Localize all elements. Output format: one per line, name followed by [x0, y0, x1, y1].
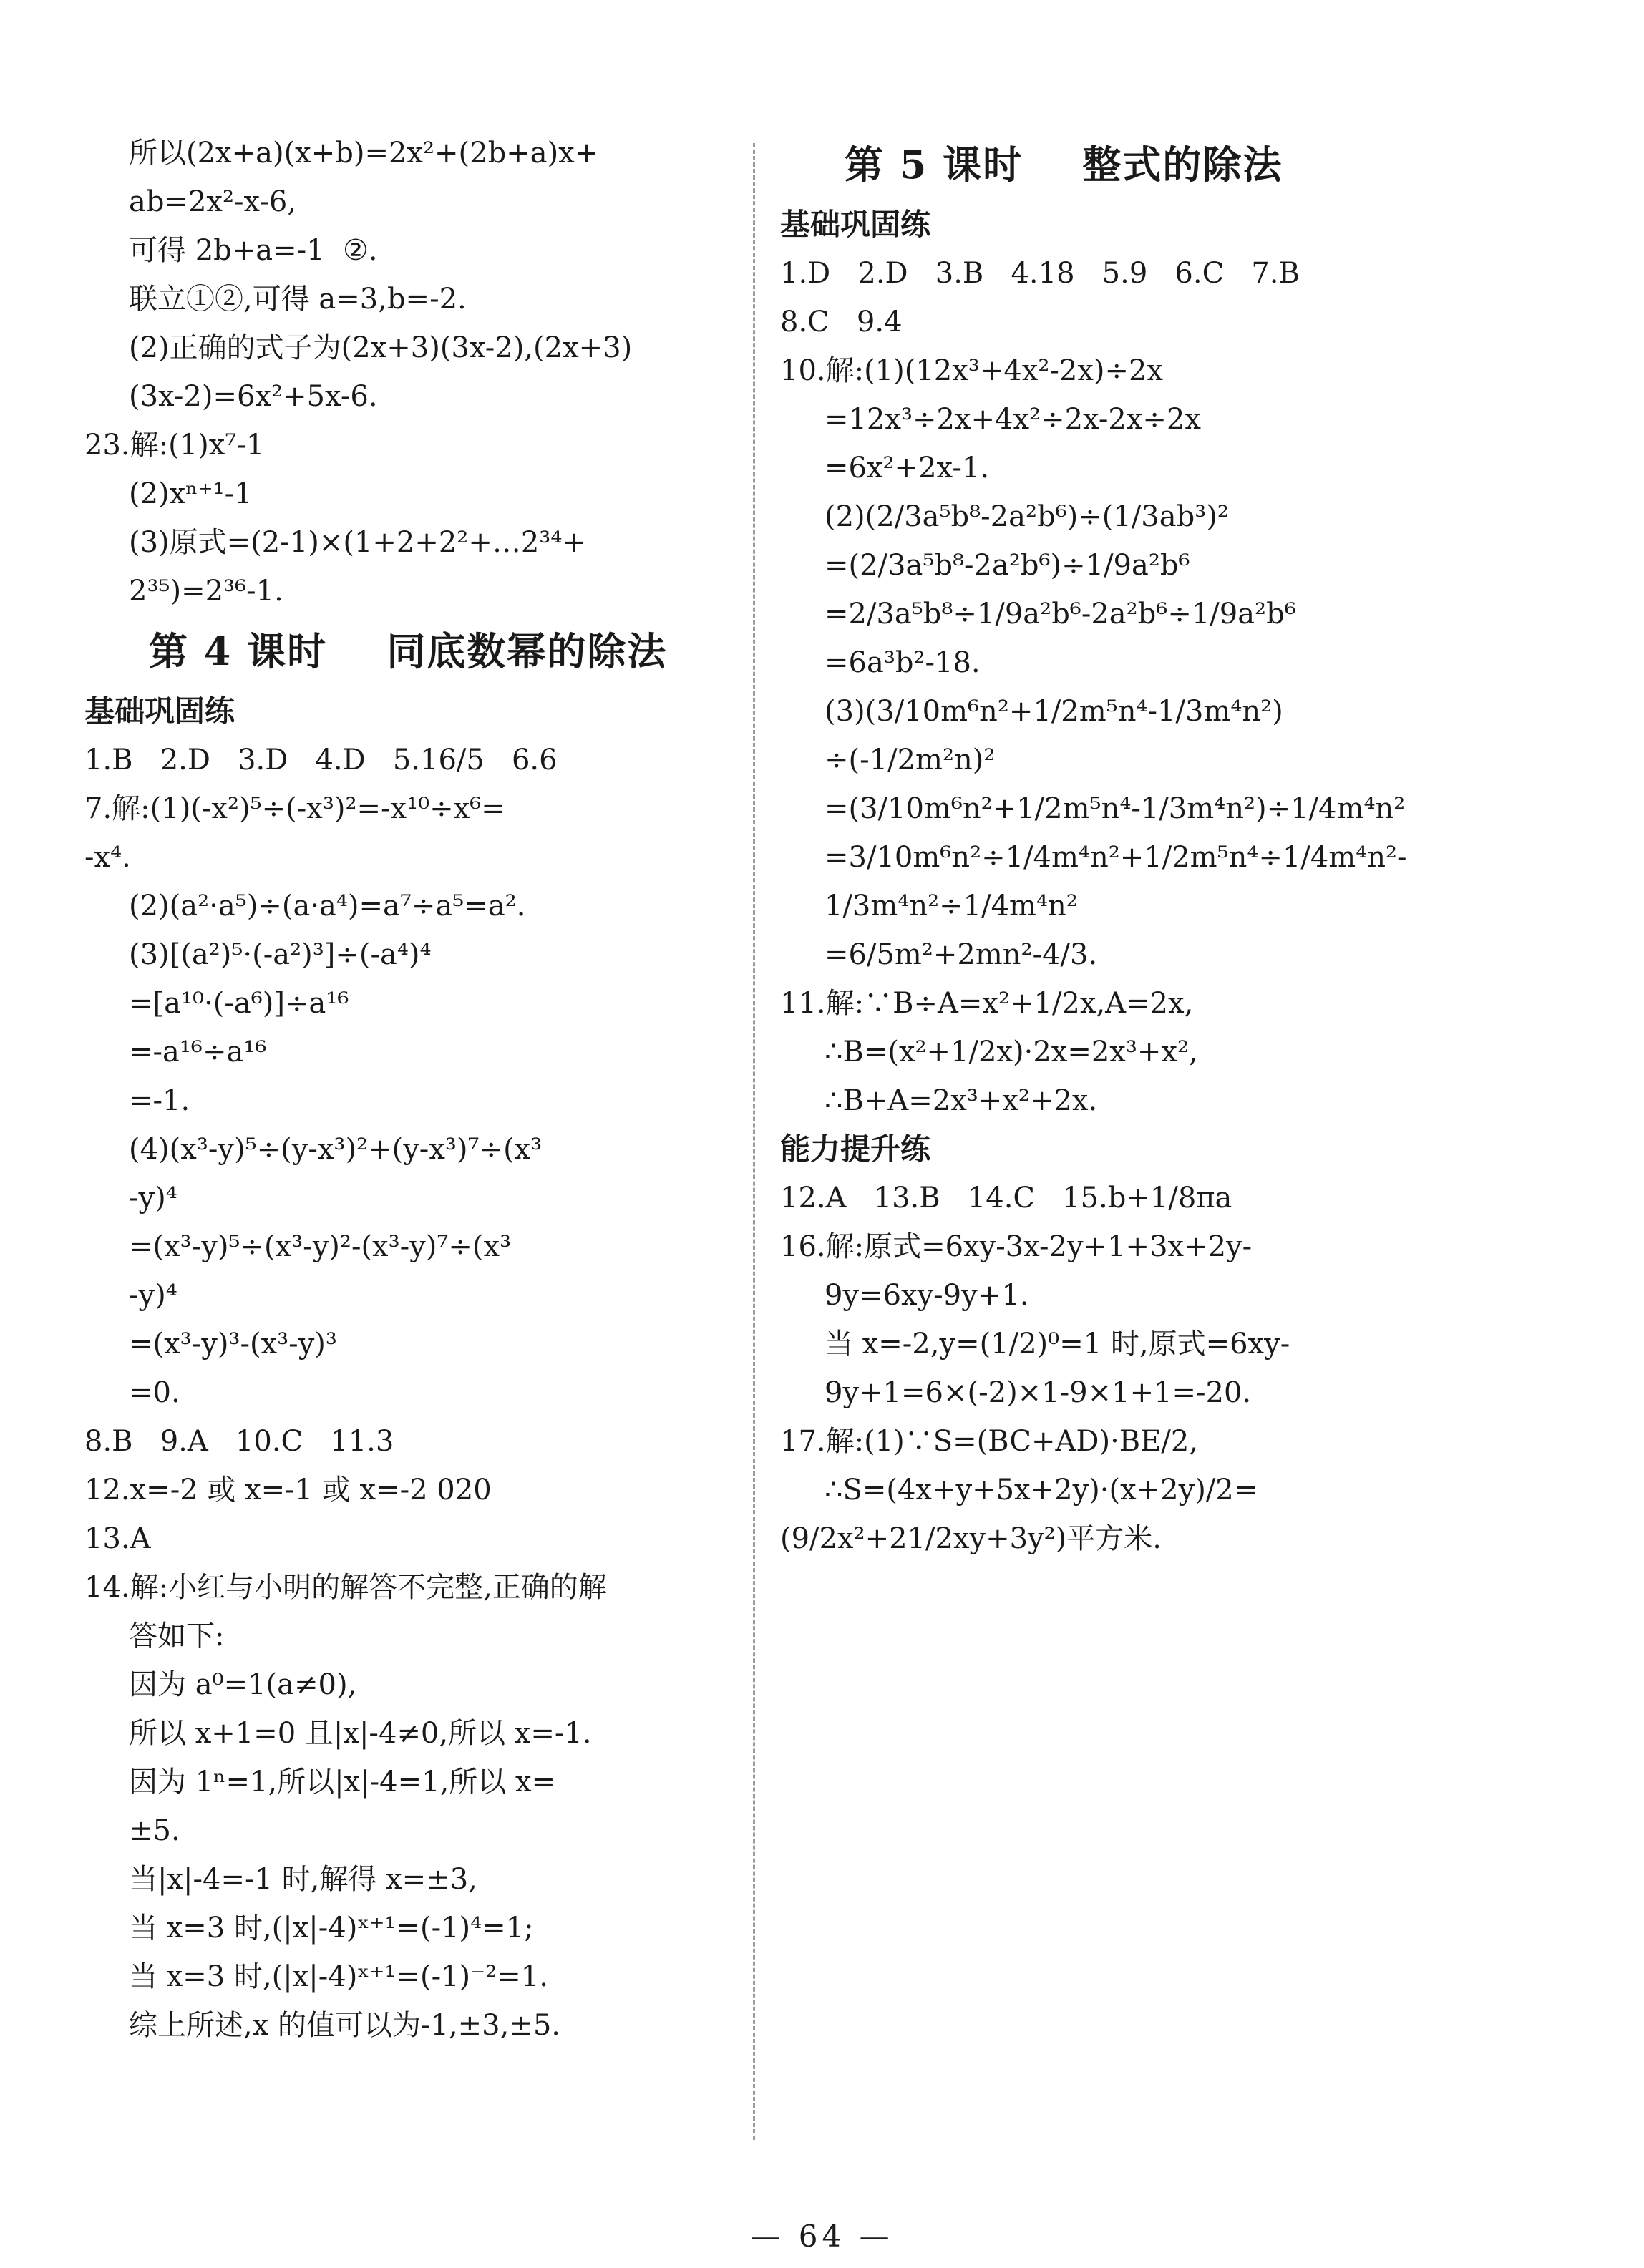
right-column [780, 129, 1424, 1563]
text-line: =6x²+2x-1. [825, 452, 990, 485]
text-line: 所以(2x+a)(x+b)=2x²+(2b+a)x+ [129, 137, 599, 170]
text-line: 1.B 2.D 3.D 4.D 5.16/5 6.6 [84, 744, 558, 777]
text-line: ∴S=(4x+y+5x+2y)·(x+2y)/2= [825, 1474, 1258, 1507]
text-line: =3/10m⁶n²÷1/4m⁴n²+1/2m⁵n⁴÷1/4m⁴n²- [825, 841, 1407, 874]
text-line: 当 x=-2,y=(1/2)⁰=1 时,原式=6xy- [825, 1328, 1290, 1361]
text-line: (3)(3/10m⁶n²+1/2m⁵n⁴-1/3m⁴n²) [825, 695, 1283, 728]
section-heading: 第 4 课时 同底数幂的除法 [149, 628, 668, 674]
text-line: (3x-2)=6x²+5x-6. [129, 380, 378, 413]
text-line: 可得 2b+a=-1 ②. [129, 234, 378, 267]
text-line: 当 x=3 时,(|x|-4)ˣ⁺¹=(-1)⁻²=1. [129, 1960, 548, 1993]
text-line: ∴B+A=2x³+x²+2x. [825, 1084, 1098, 1117]
subsection-heading: 能力提升练 [780, 1131, 931, 1167]
text-line: (2)(a²·a⁵)÷(a·a⁴)=a⁷÷a⁵=a². [129, 890, 526, 923]
text-line: 12.x=-2 或 x=-1 或 x=-2 020 [84, 1474, 492, 1507]
text-line: =(x³-y)³-(x³-y)³ [129, 1328, 337, 1361]
text-line: 答如下: [129, 1620, 225, 1653]
text-line: (3)[(a²)⁵·(-a²)³]÷(-a⁴)⁴ [129, 938, 432, 971]
text-line: =6/5m²+2mn²-4/3. [825, 938, 1098, 971]
text-line: 13.A [84, 1522, 151, 1555]
text-line: 因为 1ⁿ=1,所以|x|-4=1,所以 x= [129, 1766, 556, 1799]
text-line: 8.C 9.4 [780, 306, 903, 339]
text-line: -y)⁴ [129, 1182, 177, 1215]
text-line: (9/2x²+21/2xy+3y²)平方米. [780, 1522, 1162, 1555]
text-line: 23.解:(1)x⁷-1 [84, 429, 265, 462]
text-line: -y)⁴ [129, 1279, 177, 1312]
left-column [84, 129, 729, 2050]
text-line: =12x³÷2x+4x²÷2x-2x÷2x [825, 403, 1201, 436]
text-line: 所以 x+1=0 且|x|-4≠0,所以 x=-1. [129, 1717, 592, 1750]
text-line: 7.解:(1)(-x²)⁵÷(-x³)²=-x¹⁰÷x⁶= [84, 792, 505, 825]
text-line: (3)原式=(2-1)×(1+2+2²+…2³⁴+ [129, 526, 586, 559]
text-line: 当|x|-4=-1 时,解得 x=±3, [129, 1863, 477, 1896]
text-line: =[a¹⁰·(-a⁶)]÷a¹⁶ [129, 987, 349, 1020]
text-line: =(x³-y)⁵÷(x³-y)²-(x³-y)⁷÷(x³ [129, 1230, 512, 1263]
subsection-heading: 基础巩固练 [780, 207, 931, 242]
text-line: 8.B 9.A 10.C 11.3 [84, 1425, 394, 1458]
text-line: =-1. [129, 1084, 190, 1117]
text-line: 16.解:原式=6xy-3x-2y+1+3x+2y- [780, 1230, 1253, 1263]
text-line: 11.解:∵B÷A=x²+1/2x,A=2x, [780, 987, 1194, 1020]
text-line: ab=2x²-x-6, [129, 185, 297, 218]
text-line: 9y+1=6×(-2)×1-9×1+1=-20. [825, 1376, 1252, 1409]
text-line: =2/3a⁵b⁸÷1/9a²b⁶-2a²b⁶÷1/9a²b⁶ [825, 598, 1296, 631]
text-line: 综上所述,x 的值可以为-1,±3,±5. [129, 2009, 561, 2042]
text-line: ∴B=(x²+1/2x)·2x=2x³+x², [825, 1036, 1198, 1069]
text-line: ÷(-1/2m²n)² [825, 744, 996, 777]
text-line: =(3/10m⁶n²+1/2m⁵n⁴-1/3m⁴n²)÷1/4m⁴n² [825, 792, 1406, 825]
text-line: ±5. [129, 1814, 180, 1847]
text-line: 2³⁵)=2³⁶-1. [129, 575, 283, 608]
text-line: =(2/3a⁵b⁸-2a²b⁶)÷1/9a²b⁶ [825, 549, 1190, 582]
text-line: =6a³b²-18. [825, 646, 981, 679]
text-line: 9y=6xy-9y+1. [825, 1279, 1029, 1312]
text-line: (4)(x³-y)⁵÷(y-x³)²+(y-x³)⁷÷(x³ [129, 1133, 543, 1166]
page-number: — 64 — [750, 2219, 894, 2254]
text-line: 联立①②,可得 a=3,b=-2. [129, 283, 467, 316]
text-line: 12.A 13.B 14.C 15.b+1/8πa [780, 1182, 1232, 1215]
text-line: 1.D 2.D 3.B 4.18 5.9 6.C 7.B [780, 257, 1300, 290]
text-line: 当 x=3 时,(|x|-4)ˣ⁺¹=(-1)⁴=1; [129, 1912, 534, 1945]
column-divider [753, 143, 755, 2140]
text-line: =-a¹⁶÷a¹⁶ [129, 1036, 267, 1069]
text-line: 14.解:小红与小明的解答不完整,正确的解 [84, 1571, 607, 1604]
text-line: (2)(2/3a⁵b⁸-2a²b⁶)÷(1/3ab³)² [825, 500, 1229, 533]
text-line: (2)xⁿ⁺¹-1 [129, 477, 253, 510]
text-line: 17.解:(1)∵S=(BC+AD)·BE/2, [780, 1425, 1199, 1458]
text-line: 因为 a⁰=1(a≠0), [129, 1668, 357, 1701]
section-heading: 第 5 课时 整式的除法 [845, 142, 1283, 188]
text-line: 10.解:(1)(12x³+4x²-2x)÷2x [780, 354, 1164, 387]
text-line: 1/3m⁴n²÷1/4m⁴n² [825, 890, 1078, 923]
text-line: (2)正确的式子为(2x+3)(3x-2),(2x+3) [129, 331, 633, 364]
text-line: =0. [129, 1376, 180, 1409]
subsection-heading: 基础巩固练 [84, 693, 235, 729]
text-line: -x⁴. [84, 841, 131, 874]
